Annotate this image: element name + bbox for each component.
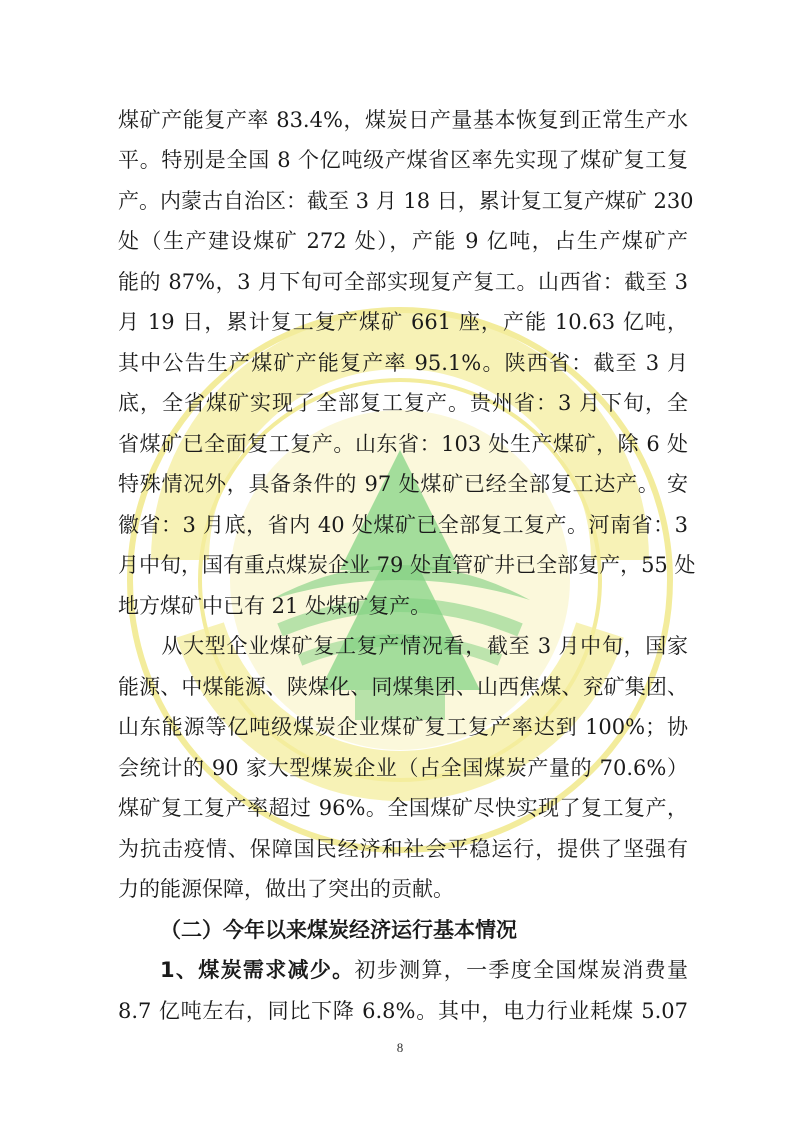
body-line: 产。内蒙古自治区：截至 3 月 18 日，累计复工复产煤矿 230 bbox=[118, 189, 694, 213]
body-line: 煤矿产能复产率 83.4%，煤炭日产量基本恢复到正常生产水 bbox=[118, 108, 688, 132]
body-line: 会统计的 90 家大型煤炭企业（占全国煤炭产量的 70.6%） bbox=[118, 756, 688, 780]
body-line: 平。特别是全国 8 个亿吨级产煤省区率先实现了煤矿复工复 bbox=[118, 148, 688, 172]
body-line: 处（生产建设煤矿 272 处），产能 9 亿吨，占生产煤矿产 bbox=[118, 229, 688, 253]
body-line: 月 19 日，累计复工复产煤矿 661 座，产能 10.63 亿吨， bbox=[118, 310, 688, 334]
subsection-text: 初步测算，一季度全国煤炭消费量 bbox=[354, 958, 688, 982]
section-heading: （二）今年以来煤炭经济运行基本情况 bbox=[160, 918, 517, 942]
body-line: 从大型企业煤矿复工复产情况看，截至 3 月中旬，国家 bbox=[118, 634, 688, 658]
subsection-label: 1、煤炭需求减少。 bbox=[160, 958, 355, 982]
body-line: 能的 87%，3 月下旬可全部实现复产复工。山西省：截至 3 bbox=[118, 270, 688, 294]
body-line: 其中公告生产煤矿产能复产率 95.1%。陕西省：截至 3 月 bbox=[118, 351, 688, 375]
body-line: 月中旬，国有重点煤炭企业 79 处直管矿井已全部复产，55 处 bbox=[118, 553, 696, 577]
body-line: 地方煤矿中已有 21 处煤矿复产。 bbox=[118, 594, 432, 618]
body-line: 能源、中煤能源、陕煤化、同煤集团、山西焦煤、兖矿集团、 bbox=[118, 675, 688, 699]
body-line: 特殊情况外，具备条件的 97 处煤矿已经全部复工达产。 安 bbox=[118, 472, 688, 496]
body-line: 山东能源等亿吨级煤炭企业煤矿复工复产率达到 100%；协 bbox=[118, 715, 688, 739]
body-line: 省煤矿已全面复工复产。山东省：103 处生产煤矿，除 6 处 bbox=[118, 432, 688, 456]
page-number: 8 bbox=[396, 1040, 404, 1055]
body-line: 煤矿复工复产率超过 96%。全国煤矿尽快实现了复工复产， bbox=[118, 796, 688, 820]
body-line: 8.7 亿吨左右，同比下降 6.8%。其中，电力行业耗煤 5.07 bbox=[118, 999, 688, 1023]
body-line: 徽省：3 月底，省内 40 处煤矿已全部复工复产。河南省：3 bbox=[118, 513, 688, 537]
body-line: 底，全省煤矿实现了全部复工复产。贵州省：3 月下旬，全 bbox=[118, 391, 688, 415]
subsection-line bbox=[160, 950, 688, 990]
body-line: 为抗击疫情、保障国民经济和社会平稳运行，提供了坚强有 bbox=[118, 837, 688, 861]
body-line: 力的能源保障，做出了突出的贡献。 bbox=[118, 877, 454, 901]
